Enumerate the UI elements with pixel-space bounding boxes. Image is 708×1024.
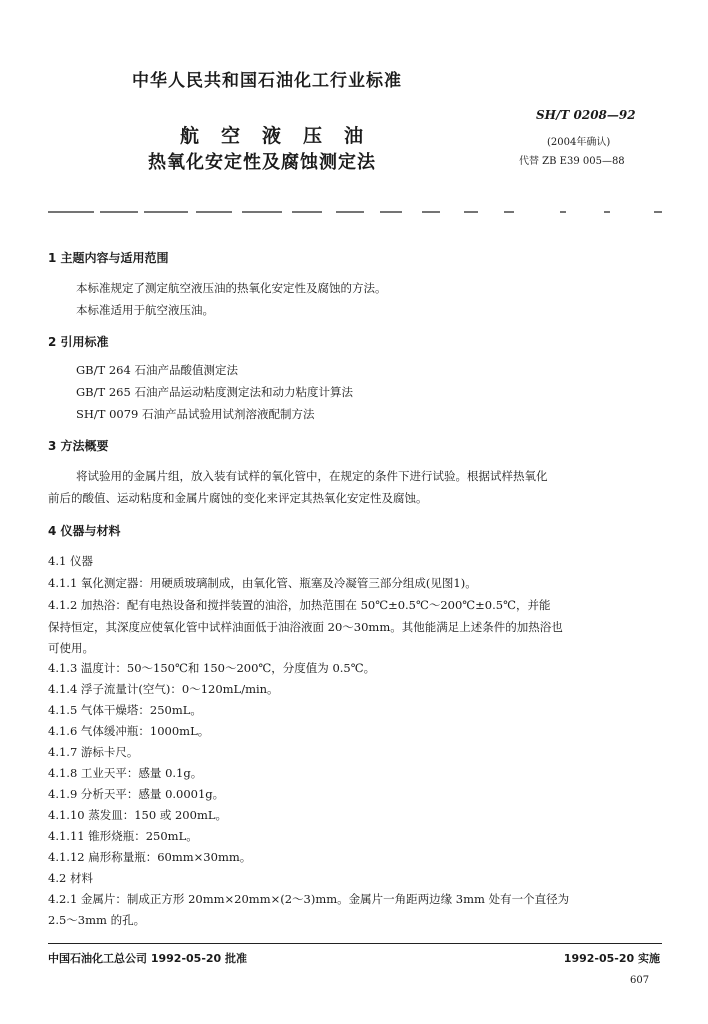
item-4-1-10: 4.1.10 蒸发皿：150 或 200mL。 (48, 808, 227, 822)
item-4-1-9: 4.1.9 分析天平：感量 0.0001g。 (48, 787, 225, 801)
section-3-paragraph-line-2: 前后的酸值、运动粘度和金属片腐蚀的变化来评定其热氧化安定性及腐蚀。 (48, 491, 428, 505)
standard-code: SH/T 0208—92 (536, 108, 636, 122)
reference-gbt265: GB/T 265 石油产品运动粘度测定法和动力粘度计算法 (76, 385, 353, 399)
approval-note: 中国石油化工总公司 1992-05-20 批准 (48, 952, 248, 965)
section-1-paragraph-2: 本标准适用于航空液压油。 (76, 303, 214, 317)
item-4-2-1-line-1: 4.2.1 金属片：制成正方形 20mm×20mm×(2～3)mm。金属片一角距两边缘 3mm 处有一个直径为 (48, 892, 570, 906)
header-separator (48, 211, 662, 213)
page-number: 607 (630, 975, 650, 986)
reference-sht0079: SH/T 0079 石油产品试验用试剂溶液配制方法 (76, 407, 315, 421)
replaces-note: 代替 ZB E39 005—88 (519, 156, 625, 167)
item-4-2-1-line-2: 2.5～3mm 的孔。 (48, 913, 146, 927)
section-1-heading: 1 主题内容与适用范围 (48, 251, 169, 265)
document-title-line-1: 航空液压油 (180, 125, 386, 147)
item-4-1-12: 4.1.12 扁形称量瓶：60mm×30mm。 (48, 850, 252, 864)
section-4-heading: 4 仪器与材料 (48, 524, 121, 538)
item-4-1-7: 4.1.7 游标卡尺。 (48, 745, 139, 759)
item-4-1-2-line-1: 4.1.2 加热浴：配有电热设备和搅拌装置的油浴，加热范围在 50℃±0.5℃～200℃±0.5℃，并能 (48, 598, 551, 612)
section-3-paragraph-line-1: 将试验用的金属片组，放入装有试样的氧化管中，在规定的条件下进行试验。根据试样热氧化 (76, 469, 548, 483)
standard-category-title: 中华人民共和国石油化工行业标准 (132, 71, 402, 91)
item-4-1-2-line-3: 可使用。 (48, 641, 94, 655)
item-4-1-3: 4.1.3 温度计：50～150℃和 150～200℃，分度值为 0.5℃。 (48, 661, 376, 675)
document-title-line-2: 热氧化安定性及腐蚀测定法 (148, 152, 376, 173)
section-1-paragraph-1: 本标准规定了测定航空液压油的热氧化安定性及腐蚀的方法。 (76, 281, 387, 295)
item-4-1-8: 4.1.8 工业天平：感量 0.1g。 (48, 766, 203, 780)
item-4-1-5: 4.1.5 气体干燥塔：250mL。 (48, 703, 202, 717)
reference-gbt264: GB/T 264 石油产品酸值测定法 (76, 363, 238, 377)
footer-rule (48, 943, 662, 944)
item-4-1-1: 4.1.1 氧化测定器：用硬质玻璃制成，由氧化管、瓶塞及冷凝管三部分组成(见图1)。 (48, 576, 477, 590)
item-4-1-2-line-2: 保持恒定，其深度应使氧化管中试样油面低于油浴液面 20～30mm。其他能满足上述条件的加热浴也 (48, 620, 563, 634)
item-4-1: 4.1 仪器 (48, 554, 93, 568)
item-4-1-6: 4.1.6 气体缓冲瓶：1000mL。 (48, 724, 210, 738)
section-3-heading: 3 方法概要 (48, 439, 109, 453)
implementation-date: 1992-05-20 实施 (563, 952, 660, 965)
item-4-2: 4.2 材料 (48, 871, 93, 885)
item-4-1-4: 4.1.4 浮子流量计(空气)：0～120mL/min。 (48, 682, 279, 696)
item-4-1-11: 4.1.11 锥形烧瓶：250mL。 (48, 829, 198, 843)
section-2-heading: 2 引用标准 (48, 335, 109, 349)
confirmation-note: (2004年确认) (547, 137, 611, 148)
